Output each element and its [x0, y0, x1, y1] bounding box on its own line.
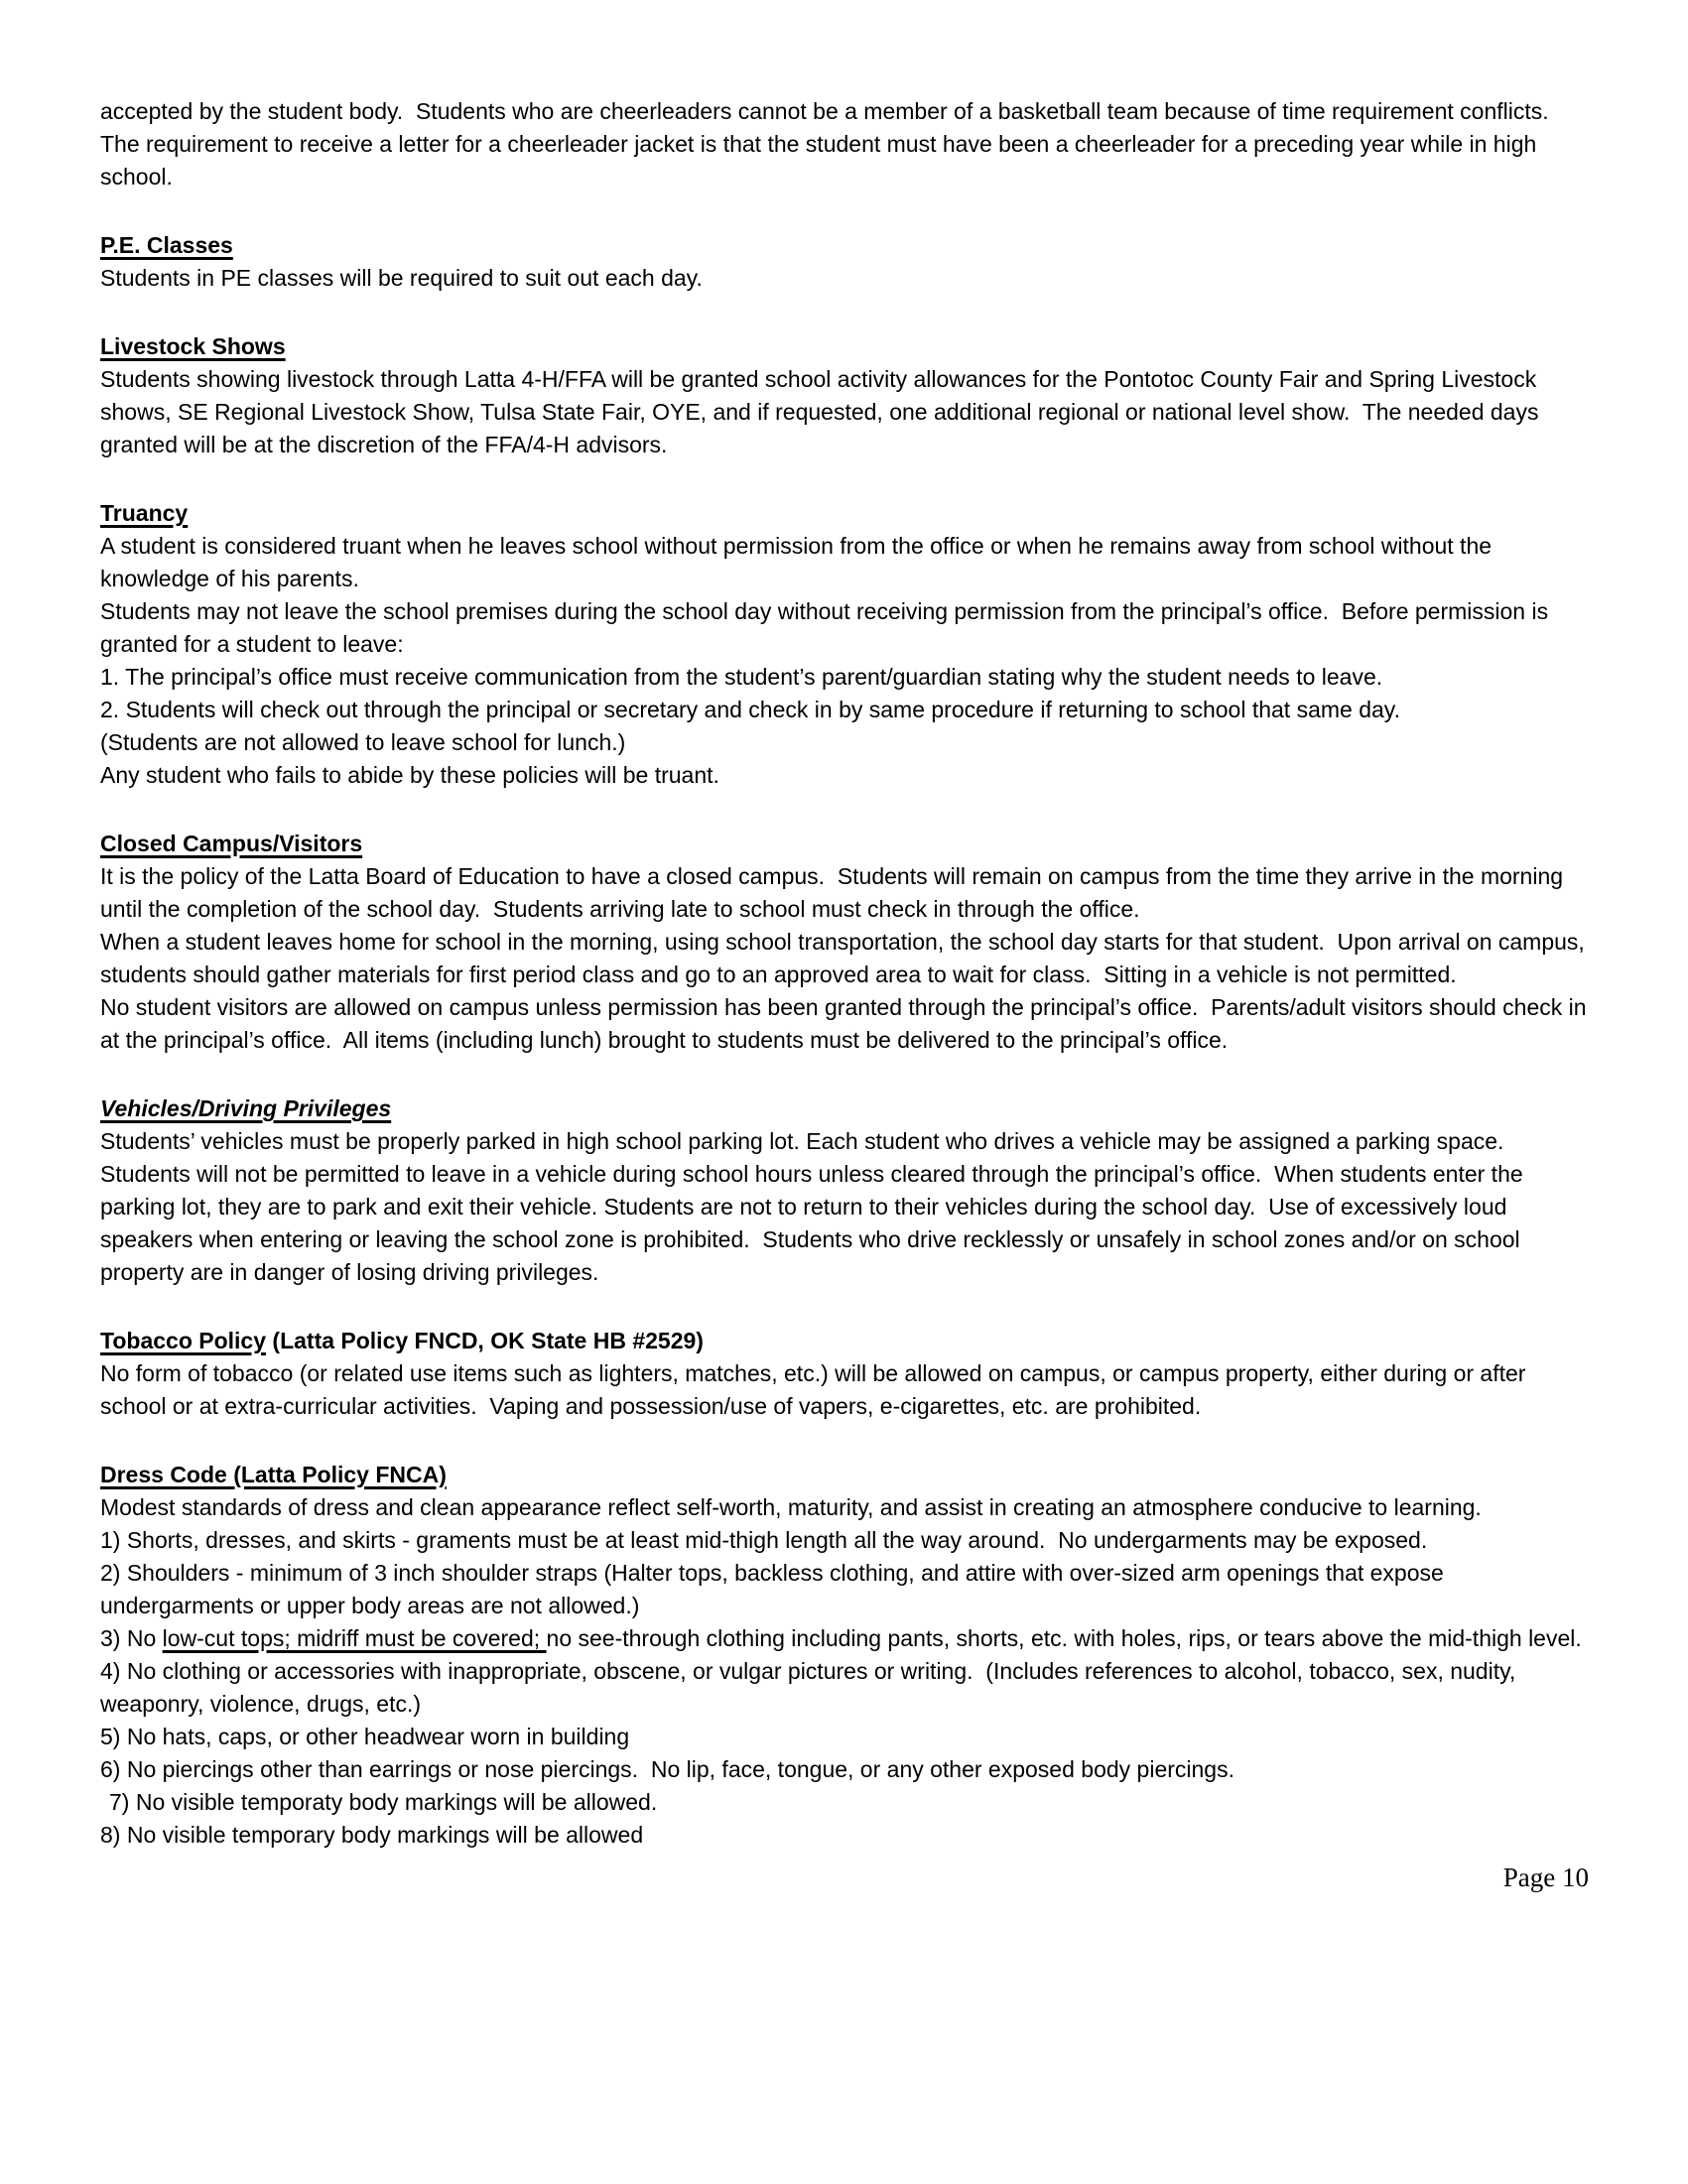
- pe-classes-heading: P.E. Classes: [100, 232, 233, 258]
- dress-code-rule-3: [100, 1622, 1589, 1655]
- dress-code-heading: Dress Code (Latta Policy FNCA): [100, 1462, 447, 1487]
- dress-code-rule-4: 4) No clothing or accessories with inappropriate, obscene, or vulgar pictures or writing. (Includes references to alcohol, tobacco, sex, nudity, weaponry, violence, drugs, etc.): [100, 1658, 1522, 1717]
- dress-code-rule-6: 6) No piercings other than earrings or nose piercings. No lip, face, tongue, or any other exposed body piercings.: [100, 1756, 1234, 1782]
- section-pe-classes: [100, 229, 1589, 295]
- intro-paragraph: accepted by the student body. Students who are cheerleaders cannot be a member of a basketball team because of time requirement conflicts. The requirement to receive a letter for a cheerleader jacket is that the student must have been a cheerleader for a preceding year while in high school.: [100, 98, 1562, 190]
- tobacco-policy-heading: [100, 1325, 1589, 1357]
- section-livestock-shows: [100, 330, 1589, 461]
- truancy-heading: Truancy: [100, 500, 189, 526]
- section-vehicles-driving: [100, 1092, 1589, 1289]
- truancy-rule-2: 2. Students will check out through the principal or secretary and check in by same procedure if returning to school that same day.: [100, 697, 1400, 722]
- section-closed-campus: [100, 828, 1593, 1057]
- dress-code-rule-5: 5) No hats, caps, or other headwear worn in building: [100, 1724, 630, 1749]
- tobacco-policy-heading-underlined: Tobacco Policy: [100, 1328, 267, 1353]
- livestock-shows-body: Students showing livestock through Latta 4-H/FFA will be granted school activity allowances for the Pontotoc County Fair and Spring Livestock shows, SE Regional Livestock Show, Tulsa State Fair, OYE, and if requested, one additional regional or national level show. The needed days granted will be at the discretion of the FFA/4-H advisors.: [100, 366, 1545, 457]
- truancy-rule-1: 1. The principal’s office must receive communication from the student’s parent/guardian stating why the student needs to leave.: [100, 664, 1383, 690]
- section-dress-code: [100, 1459, 1589, 1852]
- dress-code-rule-3-suffix: no see-through clothing including pants, shorts, etc. with holes, rips, or tears above the mid-thigh level.: [546, 1625, 1582, 1651]
- dress-code-intro: Modest standards of dress and clean appearance reflect self-worth, maturity, and assist in creating an atmosphere conducive to learning.: [100, 1494, 1482, 1520]
- truancy-lunch-note: (Students are not allowed to leave school for lunch.): [100, 729, 626, 755]
- livestock-shows-heading: Livestock Shows: [100, 333, 286, 359]
- closed-campus-heading: Closed Campus/Visitors: [100, 831, 363, 856]
- page-number: Page 10: [1502, 1863, 1589, 1892]
- closed-campus-paragraph-1: It is the policy of the Latta Board of Education to have a closed campus. Students will remain on campus from the time they arrive in the morning until the completion of the school day. Students arriving late to school must check in through the office.: [100, 863, 1570, 922]
- dress-code-rule-2: 2) Shoulders - minimum of 3 inch shoulder straps (Halter tops, backless clothing, and attire with over-sized arm openings that expose undergarments or upper body areas are not allowed.): [100, 1560, 1451, 1618]
- dress-code-rule-3-prefix: 3) No: [100, 1625, 163, 1651]
- closed-campus-paragraph-2: When a student leaves home for school in the morning, using school transportation, the school day starts for that student. Upon arrival on campus, students should gather materials for first period class and go to an approved area to wait for class. Sitting in a vehicle is not permitted.: [100, 929, 1592, 987]
- vehicles-driving-heading: Vehicles/Driving Privileges: [100, 1095, 392, 1121]
- dress-code-rule-7: 7) No visible temporaty body markings will be allowed.: [109, 1789, 658, 1815]
- section-tobacco-policy: [100, 1325, 1589, 1423]
- dress-code-rule-3-underlined: low-cut tops; midriff must be covered;: [162, 1625, 547, 1651]
- truancy-paragraph-3: Any student who fails to abide by these policies will be truant.: [100, 762, 719, 788]
- closed-campus-paragraph-3: No student visitors are allowed on campus unless permission has been granted through the principal’s office. Parents/adult visitors should check in at the principal’s office. All items (including lunch) brought to students must be delivered to the principal’s office.: [100, 994, 1593, 1053]
- tobacco-policy-body: No form of tobacco (or related use items such as lighters, matches, etc.) will be allowed on campus, or campus property, either during or after school or at extra-curricular activities. Vaping and possession/use of vapers, e-cigarettes, etc. are prohibited.: [100, 1360, 1532, 1419]
- dress-code-rule-1: 1) Shorts, dresses, and skirts - graments must be at least mid-thigh length all the way around. No undergarments may be exposed.: [100, 1527, 1428, 1553]
- truancy-paragraph-1: A student is considered truant when he leaves school without permission from the office or when he remains away from school without the knowledge of his parents.: [100, 533, 1498, 591]
- section-truancy: [100, 497, 1589, 792]
- dress-code-rule-8: 8) No visible temporary body markings will be allowed: [100, 1822, 644, 1848]
- pe-classes-body: Students in PE classes will be required to suit out each day.: [100, 265, 703, 291]
- truancy-paragraph-2: Students may not leave the school premises during the school day without receiving permission from the principal’s office. Before permission is granted for a student to leave:: [100, 598, 1555, 657]
- tobacco-policy-heading-reference: (Latta Policy FNCD, OK State HB #2529): [266, 1328, 704, 1353]
- vehicles-driving-body: Students’ vehicles must be properly parked in high school parking lot. Each student who drives a vehicle may be assigned a parking space. Students will not be permitted to leave in a vehicle during school hours unless cleared through the principal’s office. When students enter the parking lot, they are to park and exit their vehicle. Students are not to return to their vehicles during the school day. Use of excessively loud speakers when entering or leaving the school zone is prohibited. Students who drive recklessly or unsafely in school zones and/or on school property are in danger of losing driving privileges.: [100, 1128, 1530, 1285]
